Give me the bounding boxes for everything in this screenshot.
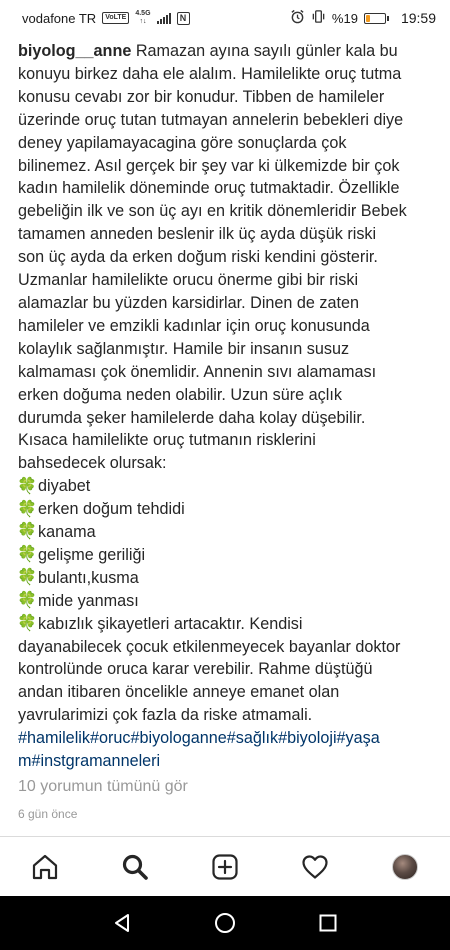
network-type-label: 4.5G xyxy=(135,10,151,17)
bottom-tab-bar xyxy=(0,836,450,896)
caption-line: bilinemez. Asıl gerçek bir şey var ki ülkemizde bir çok xyxy=(18,156,400,175)
caption-line: alamazlar bu yüzden karsidirlar. Dinen de zaten xyxy=(18,293,360,312)
caption-line: deney yapilamayacagina göre sonuçlarda çok xyxy=(18,133,347,152)
caption-line: durumda şeker hamilelerde daha kolay düşebilir. xyxy=(18,408,366,427)
network-type xyxy=(135,10,150,26)
view-all-comments-link[interactable]: 10 yorumun tümünü gör xyxy=(18,778,188,795)
caption-first-line xyxy=(18,40,438,63)
list-item-text: mide yanması xyxy=(38,591,139,610)
four-leaf-clover-icon: 🍀 xyxy=(17,523,37,541)
four-leaf-clover-icon: 🍀 xyxy=(17,592,37,610)
username[interactable]: biyolog__anne xyxy=(18,42,132,60)
caption-text: Ramazan ayına sayılı günler kala bu xyxy=(131,42,398,60)
tab-new-post[interactable] xyxy=(205,847,245,887)
caption-line: dayanabilecek çocuk etkilenmeyecek bayanlar doktor xyxy=(18,637,401,656)
status-right xyxy=(290,9,436,27)
list-item-text: kabızlık şikayetleri artacaktır. Kendisi xyxy=(38,614,303,633)
list-item-text: bulantı,kusma xyxy=(38,568,139,587)
nav-back-button[interactable] xyxy=(100,901,144,945)
alarm-icon xyxy=(290,9,305,27)
home-icon xyxy=(30,852,60,882)
avatar xyxy=(392,854,418,880)
caption-line: gebeliğin ilk ve son üç ayı en kritik dönemleridir Bebek xyxy=(18,202,407,221)
caption-line: kalmaması çok önemlidir. Annenin sıvı alamaması xyxy=(18,362,377,381)
heart-icon xyxy=(300,852,330,882)
caption-closing xyxy=(18,636,438,728)
risk-list xyxy=(18,475,438,635)
recents-square-icon xyxy=(317,912,339,934)
four-leaf-clover-icon: 🍀 xyxy=(17,500,37,518)
hashtags xyxy=(18,727,438,773)
caption-line: erken doğuma neden olabilir. Uzun süre açlık xyxy=(18,385,342,404)
clock: 19:59 xyxy=(400,10,436,26)
four-leaf-clover-icon: 🍀 xyxy=(17,477,37,495)
hashtag-line[interactable]: #hamilelik#oruc#biyologanne#sağlık#biyoloji#yaşa xyxy=(18,729,380,748)
caption-line: Kısaca hamilelikte oruç tutmanın risklerini xyxy=(18,431,316,450)
post-caption xyxy=(18,40,438,773)
post-timestamp: 6 gün önce xyxy=(18,807,78,821)
signal-icon xyxy=(157,12,171,24)
search-icon xyxy=(120,852,150,882)
caption-line: kontrolünde oruca karar verebilir. Rahme düştüğü xyxy=(18,660,373,679)
list-item xyxy=(18,567,438,590)
tab-activity[interactable] xyxy=(295,847,335,887)
caption-line: son üç ayda da erken doğum riski kendini gösterir. xyxy=(18,248,378,267)
network-activity-arrows: ↑↓ xyxy=(139,18,147,25)
system-navigation-bar xyxy=(0,896,450,950)
caption-line: tamamen anneden beslenir ilk üç ayda düşük riski xyxy=(18,225,377,244)
caption-line: üzerinde oruç tutan tutmayan annelerin bebekleri diye xyxy=(18,110,404,129)
caption-line: konuyu birkez daha ele alalım. Hamilelikte oruç tutma xyxy=(18,64,402,83)
caption-line: kadın hamilelik döneminde oruç tutmaktadir. Özellikle xyxy=(18,179,400,198)
list-item xyxy=(18,475,438,498)
caption-line: hamileler ve emzikli kadınlar için oruç konusunda xyxy=(18,316,370,335)
list-item xyxy=(18,613,438,636)
caption-line: yavrularimizi çok fazla da riske atmamali. xyxy=(18,706,313,725)
list-item xyxy=(18,498,438,521)
caption-line: konusu cevabı zor bir konudur. Tibben de hamileler xyxy=(18,87,385,106)
list-item-text: kanama xyxy=(38,523,96,542)
caption-body xyxy=(18,63,438,475)
list-item-text: gelişme geriliği xyxy=(38,545,146,564)
four-leaf-clover-icon: 🍀 xyxy=(17,546,37,564)
caption-line: kolaylık sağlanmıştır. Hamile bir insanın susuz xyxy=(18,339,350,358)
volte-badge: VoLTE xyxy=(102,12,129,24)
list-item-text: diyabet xyxy=(38,477,91,496)
vibrate-icon xyxy=(311,9,326,27)
four-leaf-clover-icon: 🍀 xyxy=(17,569,37,587)
battery-icon xyxy=(364,13,389,24)
add-post-icon xyxy=(210,852,240,882)
list-item-text: erken doğum tehdidi xyxy=(38,500,185,519)
nfc-icon: N xyxy=(177,12,190,25)
status-bar xyxy=(0,0,450,36)
tab-home[interactable] xyxy=(25,847,65,887)
status-left xyxy=(22,10,190,26)
battery-percent: %19 xyxy=(331,10,358,26)
caption-line: Uzmanlar hamilelikte orucu önerme gibi bir riski xyxy=(18,271,359,290)
list-item xyxy=(18,590,438,613)
tab-profile[interactable] xyxy=(385,847,425,887)
nav-recents-button[interactable] xyxy=(306,901,350,945)
four-leaf-clover-icon: 🍀 xyxy=(17,615,37,633)
caption-line: andan itibaren öncelikle anneye emanet olan xyxy=(18,683,340,702)
carrier-name: vodafone TR xyxy=(22,10,97,26)
caption-line: bahsedecek olursak: xyxy=(18,454,167,473)
tab-search[interactable] xyxy=(115,847,155,887)
home-circle-icon xyxy=(213,911,237,935)
back-icon xyxy=(111,912,133,934)
list-item xyxy=(18,521,438,544)
list-item xyxy=(18,544,438,567)
hashtag-line[interactable]: m#instgramanneleri xyxy=(18,752,161,771)
nav-home-button[interactable] xyxy=(203,901,247,945)
